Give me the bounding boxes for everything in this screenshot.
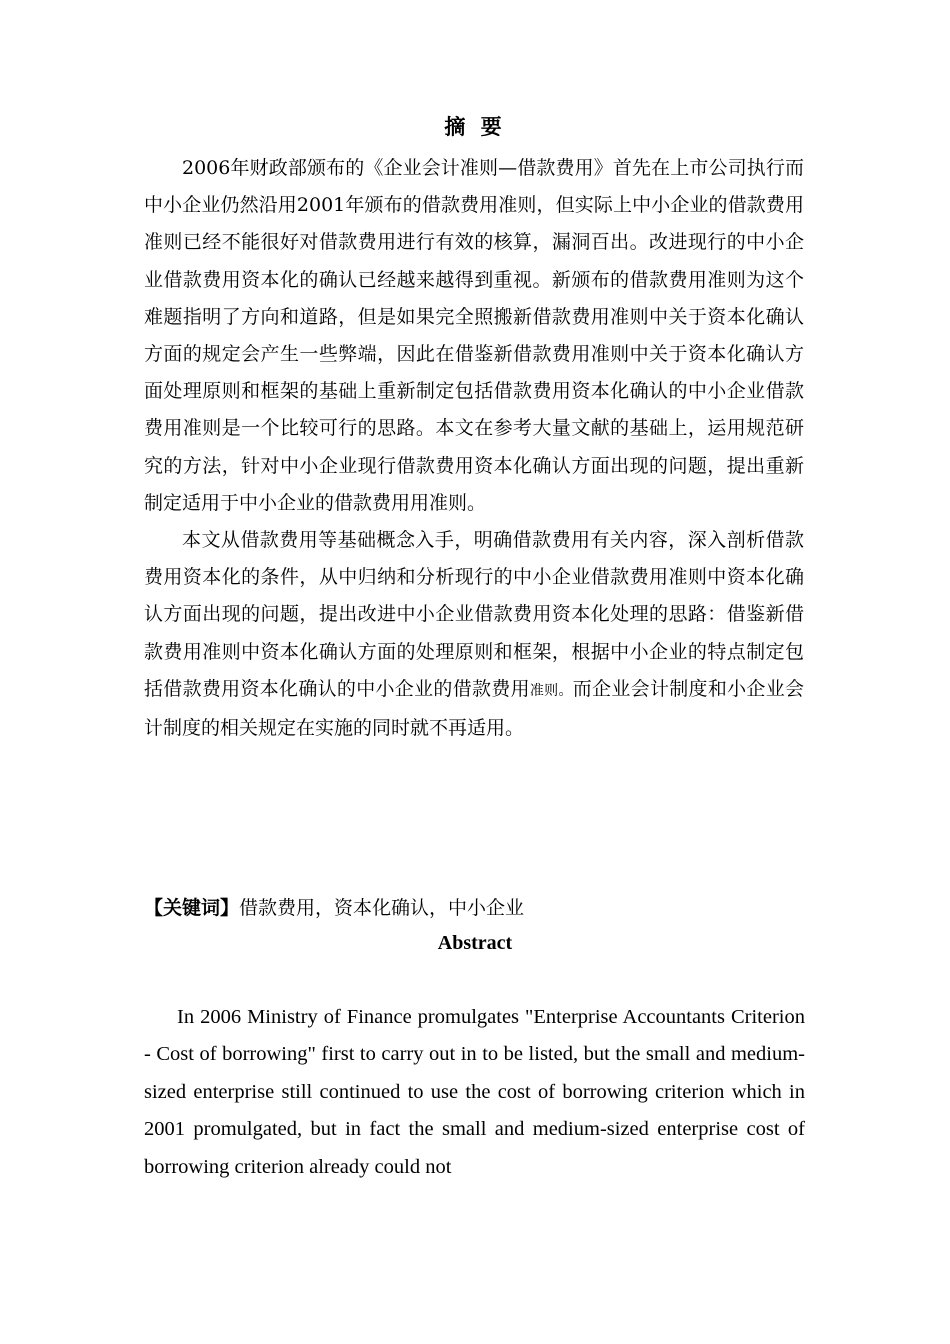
abstract-paragraph-2-end: 而企业会计制度和小企业会计制度的相关规定在实施的同时就不再适用。 bbox=[144, 677, 804, 740]
abstract-title-en: Abstract bbox=[437, 932, 513, 954]
abstract-body-cn bbox=[144, 150, 804, 747]
abstract-paragraph-2-main: 本文从借款费用等基础概念入手，明确借款费用有关内容，深入剖析借款费用资本化的条件，从中归纳和分析现行的中小企业借款费用准则中资本化确认方面出现的问题，提出改进中小企业借款费用资本化处理的思路：借鉴新借款费用准则中资本化确认方面的处理原则和框架，根据中小企业的特点制定包括借款费用资本化确认的中小企业的借款费用 bbox=[144, 529, 804, 700]
abstract-paragraph-1: 2006年财政部颁布的《企业会计准则—借款费用》首先在上市公司执行而中小企业仍然沿用2001年颁布的借款费用准则，但实际上中小企业的借款费用准则已经不能很好对借款费用进行有效的核算，漏洞百出。改进现行的中小企业借款费用资本化的确认已经越来越得到重视。新颁布的借款费用准则为这个难题指明了方向和道路，但是如果完全照搬新借款费用准则中关于资本化确认方面的规定会产生一些弊端，因此在借鉴新借款费用准则中关于资本化确认方面处理原则和框架的基础上重新制定包括借款费用资本化确认的中小企业借款费用准则是一个比较可行的思路。本文在参考大量文献的基础上，运用规范研究的方法，针对中小企业现行借款费用资本化确认方面出现的问题，提出重新制定适用于中小企业的借款费用用准则。 bbox=[144, 157, 804, 514]
keywords-label: 【关键词】 bbox=[144, 897, 240, 919]
keywords-line bbox=[144, 893, 804, 923]
abstract-paragraph-2-small: 准则。 bbox=[529, 682, 573, 699]
abstract-paragraph-en: In 2006 Ministry of Finance promulgates "Enterprise Accountants Criterion - Cost of borrowing" first to carry out in to be listed, but the small and medium-sized enterprise still continued to use the cost of borrowing criterion which in 2001 promulgated, but in fact the small and medium-sized enterprise cost of borrowing criterion already could not bbox=[144, 1006, 805, 1178]
keywords-text: 借款费用，资本化确认，中小企业 bbox=[239, 897, 525, 919]
abstract-paragraph-2 bbox=[144, 522, 804, 747]
abstract-title-cn: 摘 要 bbox=[444, 115, 506, 139]
